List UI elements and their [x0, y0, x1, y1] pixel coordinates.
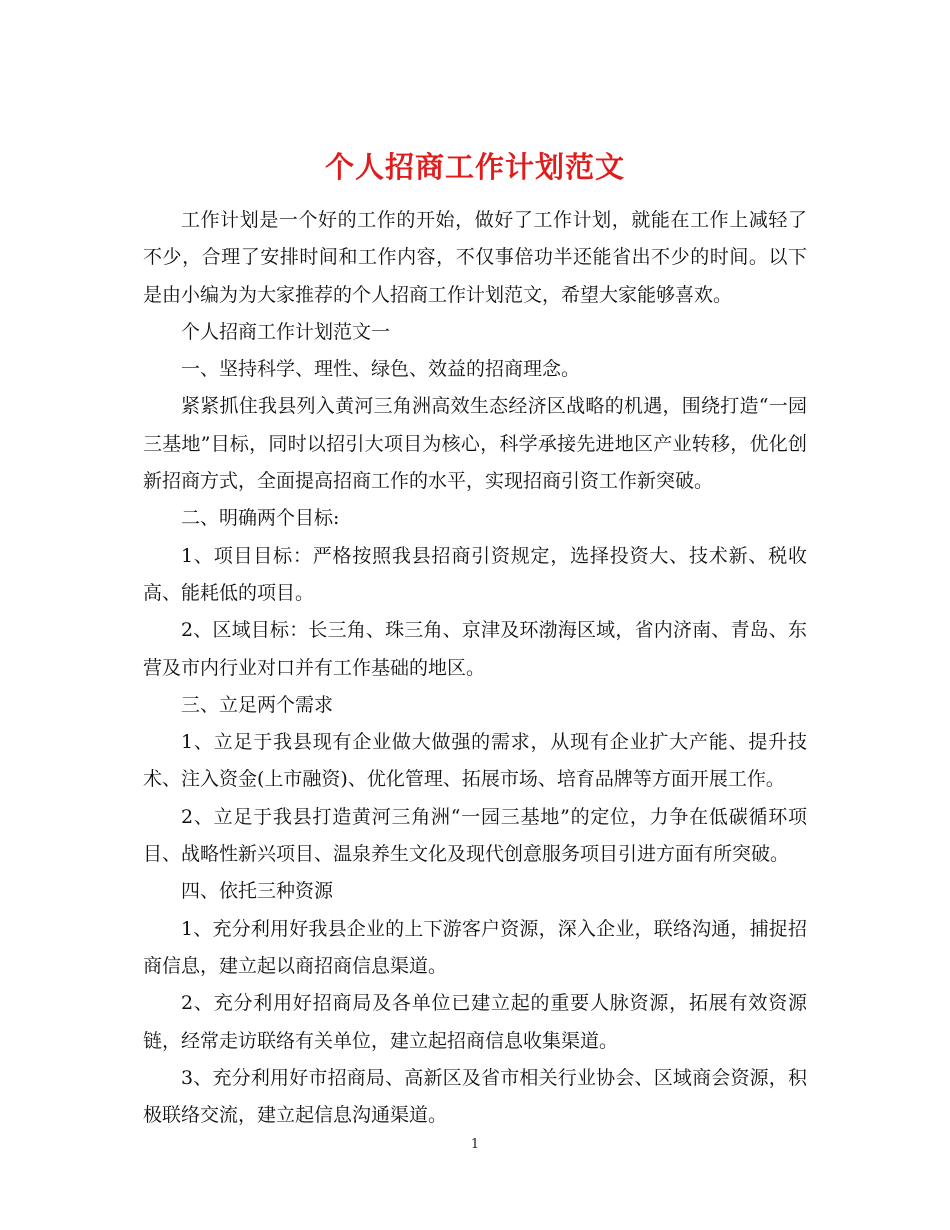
section-heading: 四、依托三种资源 — [181, 880, 334, 903]
section-heading: 个人招商工作计划范文一 — [181, 320, 391, 343]
paragraph: 工作计划是一个好的工作的开始，做好了工作计划，就能在工作上减轻了不少，合理了安排时间和工作内容，不仅事倍功半还能省出不少的时间。以下是由小编为为大家推荐的个人招商工作计划范文，希望大家能够喜欢。 — [143, 209, 807, 306]
document-title: 个人招商工作计划范文 — [324, 150, 625, 185]
document-body — [143, 202, 807, 1134]
paragraph: 1、立足于我县现有企业做大做强的需求，从现有企业扩大产能、提升技术、注入资金(上市融资)、优化管理、拓展市场、培育品牌等方面开展工作。 — [143, 731, 807, 791]
section-heading: 三、立足两个需求 — [181, 693, 334, 716]
paragraph: 2、充分利用好招商局及各单位已建立起的重要人脉资源，拓展有效资源链，经常走访联络有关单位，建立起招商信息收集渠道。 — [143, 992, 807, 1052]
section-heading: 一、坚持科学、理性、绿色、效益的招商理念。 — [181, 358, 581, 381]
paragraph: 1、充分利用好我县企业的上下游客户资源，深入企业，联络沟通，捕捉招商信息，建立起以商招商信息渠道。 — [143, 917, 807, 977]
paragraph: 1、项目目标：严格按照我县招商引资规定，选择投资大、技术新、税收高、能耗低的项目。 — [143, 544, 807, 604]
page-number: 1 — [470, 1137, 480, 1152]
paragraph: 紧紧抓住我县列入黄河三角洲高效生态经济区战略的机遇，围绕打造“一园三基地”目标，同时以招引大项目为核心，科学承接先进地区产业转移，优化创新招商方式，全面提高招商工作的水平，实现招商引资工作新突破。 — [143, 395, 807, 493]
paragraph: 2、区域目标：长三角、珠三角、京津及环渤海区域，省内济南、青岛、东营及市内行业对口并有工作基础的地区。 — [143, 619, 807, 679]
paragraph: 2、立足于我县打造黄河三角洲“一园三基地”的定位，力争在低碳循环项目、战略性新兴项目、温泉养生文化及现代创意服务项目引进方面有所突破。 — [143, 805, 807, 866]
paragraph: 3、充分利用好市招商局、高新区及省市相关行业协会、区域商会资源，积极联络交流，建立起信息沟通渠道。 — [143, 1066, 807, 1127]
section-heading: 二、明确两个目标: — [181, 507, 340, 530]
